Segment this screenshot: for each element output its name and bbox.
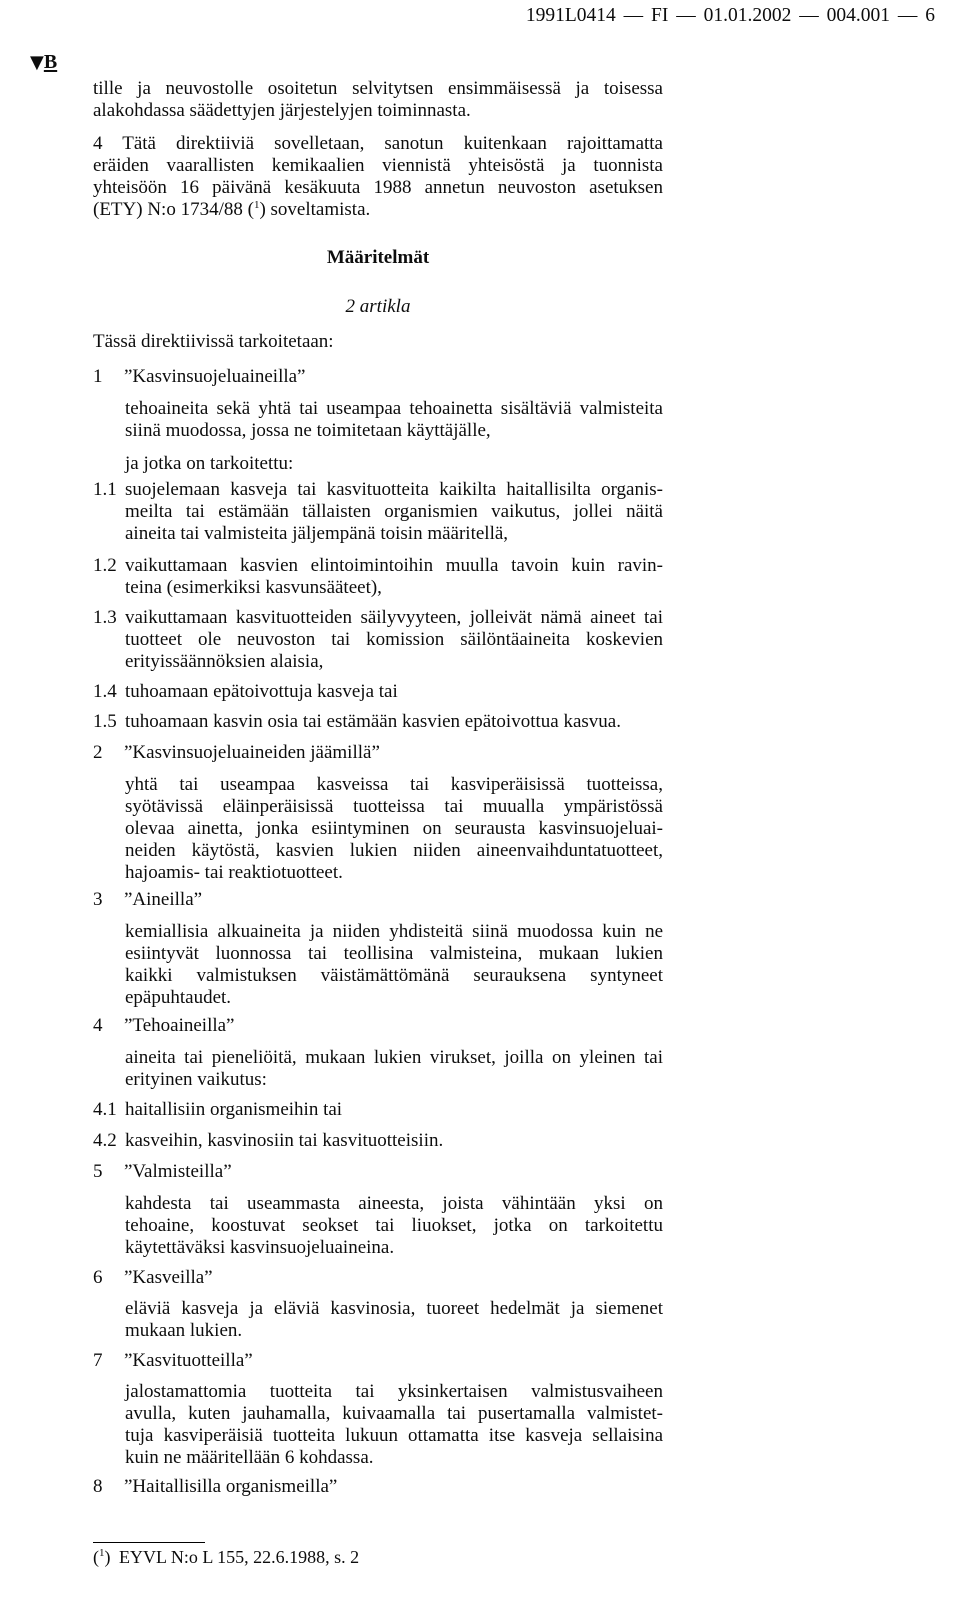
footnote-reference: 1 <box>253 199 260 211</box>
text-line: aineita tai pieneliöitä, mukaan lukien virukset, joilla on yleinen tai <box>125 1047 663 1068</box>
definition-number: 5 <box>93 1161 103 1182</box>
definition-term <box>93 1161 663 1183</box>
text-line: mukaan lukien. <box>125 1320 243 1341</box>
text-line: suojelemaan kasveja tai kasvituotteita kaikilta haitallisilta organis- <box>125 479 663 500</box>
definitions-intro: Tässä direktiivissä tarkoitetaan: <box>93 331 334 352</box>
definition-body <box>125 1381 663 1469</box>
definition-term <box>93 889 663 911</box>
text-line: alakohdassa säädettyjen järjestelyjen toiminnasta. <box>93 100 471 121</box>
paragraph-4 <box>93 133 663 221</box>
text-line: erityinen vaikutus: <box>125 1069 267 1090</box>
text-line: aineita tai valmisteita jäljempänä toisin määritellä, <box>125 523 509 544</box>
footnote-divider <box>93 1542 205 1543</box>
definition-number: 4 <box>93 1015 103 1036</box>
text-line: meilta tai estämään tällaisten organismien vaikutus, jollei näitä <box>125 501 663 522</box>
definition-term <box>93 366 663 388</box>
sub-item-number: 1.5 <box>93 711 117 732</box>
definition-term <box>93 1350 663 1372</box>
sub-item-number: 1.2 <box>93 555 117 576</box>
definition-term-text: ”Valmisteilla” <box>124 1161 232 1182</box>
footnote-marker <box>93 1547 111 1567</box>
text-line: teina (esimerkiksi kasvunsääteet), <box>125 577 382 598</box>
text-fragment: ) soveltamista. <box>259 199 371 220</box>
text-line: vaikuttamaan kasvien elintoimintoihin muulla tavoin kuin ravin- <box>125 555 663 576</box>
definition-term <box>93 742 663 764</box>
text-line: yhtä tai useampaa kasveissa tai kasviperäisissä tuotteissa, <box>125 774 663 795</box>
sub-item-number: 1.4 <box>93 681 117 702</box>
triangle-down-icon: ▼ <box>30 52 44 73</box>
definition-body <box>125 398 663 442</box>
footnote-paren-open: ( <box>93 1547 99 1567</box>
definition-extra: ja jotka on tarkoitettu: <box>125 453 294 474</box>
text-line: käytettäväksi kasvinsuojeluaineina. <box>125 1237 395 1258</box>
footnote <box>93 1546 663 1568</box>
sub-item <box>93 607 663 673</box>
text-line: kasveihin, kasvinosiin tai kasvituotteisiin. <box>125 1130 444 1151</box>
text-line: epäpuhtaudet. <box>125 987 232 1008</box>
definition-number: 7 <box>93 1350 103 1371</box>
sub-item <box>93 1130 663 1152</box>
definition-term-text: ”Haitallisilla organismeilla” <box>124 1476 338 1497</box>
text-line: haitallisiin organismeihin tai <box>125 1099 343 1120</box>
text-line: kemiallisia alkuaineita ja niiden yhdisteitä siinä muodossa kuin ne <box>125 921 663 942</box>
version-marker-label: B <box>43 51 58 73</box>
definition-body <box>125 1193 663 1259</box>
definition-term-text: ”Kasvinsuojeluaineiden jäämillä” <box>124 742 380 763</box>
sub-item-number: 1.1 <box>93 479 117 500</box>
sub-item-number: 4.1 <box>93 1099 117 1120</box>
version-marker <box>30 51 57 74</box>
definition-number: 2 <box>93 742 103 763</box>
definition-term-text: ”Kasvinsuojeluaineilla” <box>124 366 306 387</box>
definition-term-text: ”Kasveilla” <box>124 1267 213 1288</box>
text-line: yhteisöön 16 päivänä kesäkuuta 1988 annetun neuvoston asetuksen <box>93 177 663 198</box>
text-line: hajoamis- tai reaktiotuotteet. <box>125 862 343 883</box>
article-title: 2 artikla <box>345 296 411 317</box>
sub-item <box>93 555 663 599</box>
text-line: siinä muodossa, jossa ne toimitetaan käyttäjälle, <box>125 420 491 441</box>
text-line: kahdesta tai useammasta aineesta, joista vähintään yksi on <box>125 1193 663 1214</box>
sub-item-number: 4.2 <box>93 1130 117 1151</box>
definition-body <box>125 921 663 1009</box>
footnote-paren-close: ) <box>104 1547 111 1567</box>
text-line: tuhoamaan epätoivottuja kasveja tai <box>125 681 398 702</box>
definition-term-text: ”Aineilla” <box>124 889 203 910</box>
document-header: 1991L0414 — FI — 01.01.2002 — 004.001 — 6 <box>525 5 935 26</box>
text-line: erityissäännöksien alaisia, <box>125 651 324 672</box>
definition-term-text: ”Tehoaineilla” <box>124 1015 235 1036</box>
sub-item-number: 1.3 <box>93 607 117 628</box>
text-line: avulla, kuten jauhamalla, kuivaamalla tai pusertamalla valmistet- <box>125 1403 663 1424</box>
definition-number: 8 <box>93 1476 103 1497</box>
sub-item <box>93 479 663 545</box>
text-line: neiden käytöstä, kasvien lukien niiden aineenvaihduntatuotteet, <box>125 840 663 861</box>
text-line: tehoaine, koostuvat seokset tai liuokset, jotka on tarkoitettu <box>125 1215 663 1236</box>
text-line: tuhoamaan kasvin osia tai estämään kasvien epätoivottua kasvua. <box>125 711 621 732</box>
footnote-number: 1 <box>99 1547 105 1559</box>
definition-term <box>93 1476 663 1498</box>
footnote-text: EYVL N:o L 155, 22.6.1988, s. 2 <box>119 1547 360 1567</box>
definition-term <box>93 1015 663 1037</box>
definition-body <box>125 1298 663 1342</box>
definition-number: 1 <box>93 366 103 387</box>
definition-body <box>125 774 663 884</box>
text-line: tuja kasviperäisiä tuotteita lukuun ottamatta itse kasveja sellaisina <box>125 1425 663 1446</box>
definition-number: 3 <box>93 889 103 910</box>
text-line: syötävissä eläinperäisissä tuotteissa tai muualla ympäristössä <box>125 796 663 817</box>
text-line: tehoaineita sekä yhtä tai useampaa tehoainetta sisältäviä valmisteita <box>125 398 663 419</box>
text-line: tuotteet ole neuvoston tai komission säilöntäaineita koskevien <box>125 629 663 650</box>
sub-item <box>93 711 663 733</box>
text-line: eläviä kasveja ja eläviä kasvinosia, tuoreet hedelmät ja siemenet <box>125 1298 663 1319</box>
text-fragment: (ETY) N:o 1734/88 ( <box>93 199 254 220</box>
intro-paragraph <box>93 78 663 122</box>
sub-item <box>93 681 663 703</box>
section-heading: Määritelmät <box>326 247 430 268</box>
text-line: 4 Tätä direktiiviä sovelletaan, sanotun kuitenkaan rajoittamatta <box>93 133 663 154</box>
definition-term-text: ”Kasvituotteilla” <box>124 1350 253 1371</box>
definition-number: 6 <box>93 1267 103 1288</box>
text-line: kaikki valmistuksen väistämättömänä seurauksena syntyneet <box>125 965 663 986</box>
text-line: kuin ne määritellään 6 kohdassa. <box>125 1447 374 1468</box>
sub-item <box>93 1099 663 1121</box>
text-line: tille ja neuvostolle osoitetun selvitytsen ensimmäisessä ja toisessa <box>93 78 663 99</box>
definition-term <box>93 1267 663 1289</box>
text-line: esiintyvät luonnossa tai teollisina valmisteina, mukaan lukien <box>125 943 663 964</box>
text-line: vaikuttamaan kasvituotteiden säilyvyyteen, jolleivät nämä aineet tai <box>125 607 663 628</box>
text-line: olevaa ainetta, jonka esiintyminen on seurausta kasvinsuojeluai- <box>125 818 663 839</box>
text-line <box>93 199 663 221</box>
text-line: jalostamattomia tuotteita tai yksinkertaisen valmistusvaiheen <box>125 1381 663 1402</box>
definition-body <box>125 1047 663 1091</box>
text-line: eräiden vaarallisten kemikaalien viennistä yhteisöstä ja tuonnista <box>93 155 663 176</box>
